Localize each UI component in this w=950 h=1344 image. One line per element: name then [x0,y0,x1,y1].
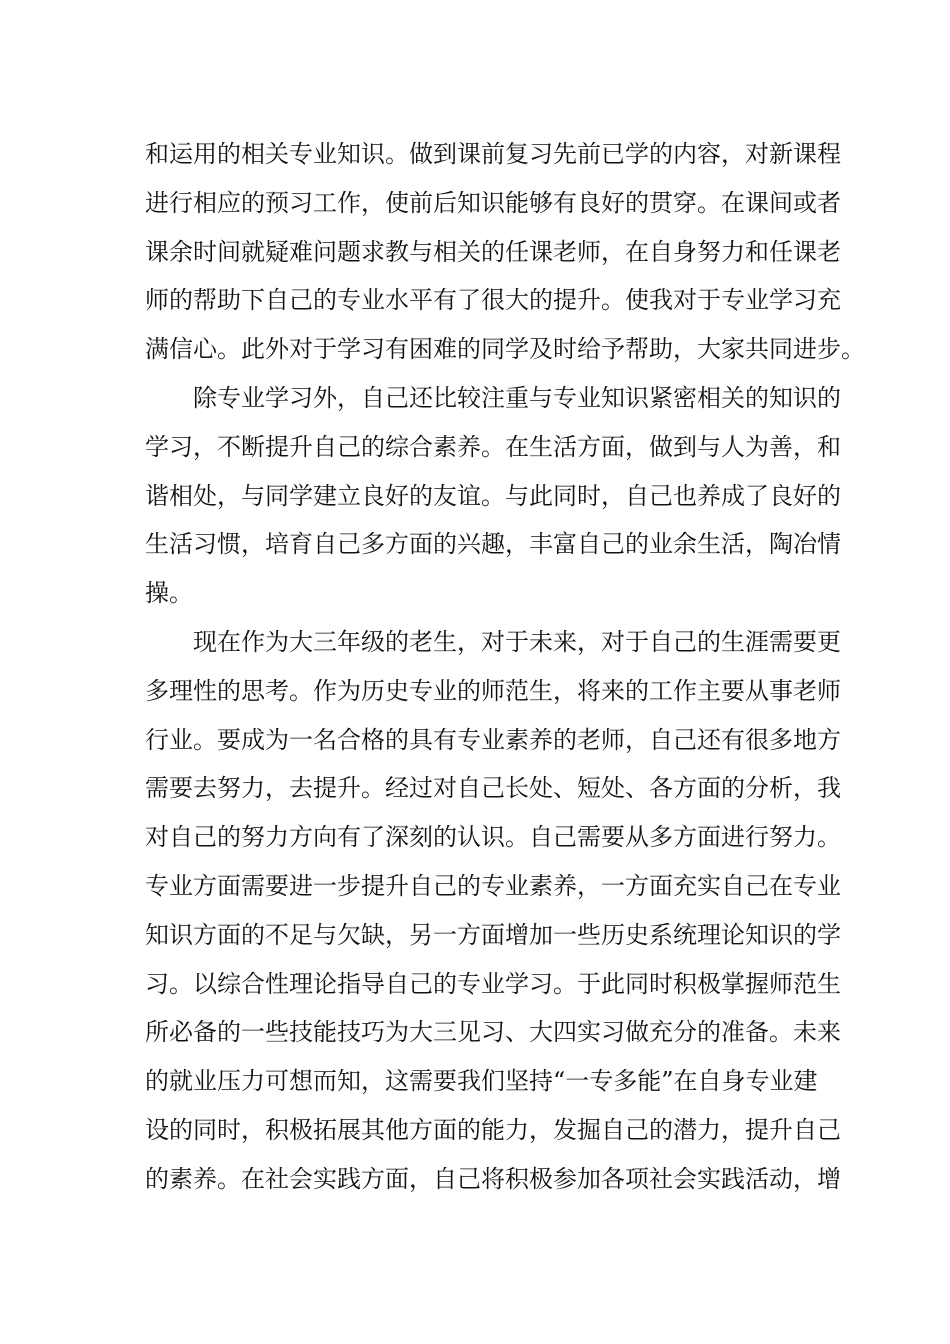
text-line: 设的同时，积极拓展其他方面的能力，发掘自己的潜力，提升自己 [145,1115,841,1144]
text-line: 的素养。在社会实践方面，自己将积极参加各项社会实践活动，增 [145,1164,841,1193]
text-line: 学习，不断提升自己的综合素养。在生活方面，做到与人为善，和 [145,432,841,461]
document-body [145,130,865,1204]
text-line: 操。 [145,579,193,608]
text-line: 课余时间就疑难问题求教与相关的任课老师，在自身努力和任课老 [145,237,841,266]
text-line: 进行相应的预习工作，使前后知识能够有良好的贯穿。在课间或者 [145,188,841,217]
text-line: 多理性的思考。作为历史专业的师范生，将来的工作主要从事老师 [145,676,841,705]
text-line: 需要去努力，去提升。经过对自己长处、短处、各方面的分析，我 [145,774,841,803]
text-line: 知识方面的不足与欠缺，另一方面增加一些历史系统理论知识的学 [145,920,841,949]
text-line: 满信心。此外对于学习有困难的同学及时给予帮助，大家共同进步。 [145,335,865,364]
text-line: 现在作为大三年级的老生，对于未来，对于自己的生涯需要更 [193,627,841,656]
text-line: 所必备的一些技能技巧为大三见习、大四实习做充分的准备。未来 [145,1018,841,1047]
text-line: 和运用的相关专业知识。做到课前复习先前已学的内容，对新课程 [145,140,841,168]
text-line: 除专业学习外，自己还比较注重与专业知识紧密相关的知识的 [193,383,841,412]
text-line: 行业。要成为一名合格的具有专业素养的老师，自己还有很多地方 [145,725,841,754]
text-line: 对自己的努力方向有了深刻的认识。自己需要从多方面进行努力。 [145,823,841,852]
text-line: 谐相处，与同学建立良好的友谊。与此同时，自己也养成了良好的 [145,481,841,510]
text-line: 习。以综合性理论指导自己的专业学习。于此同时积极掌握师范生 [145,969,841,998]
text-line: 的就业压力可想而知，这需要我们坚持“一专多能”在自身专业建 [145,1067,818,1096]
text-line: 专业方面需要进一步提升自己的专业素养，一方面充实自己在专业 [145,871,841,900]
text-line: 生活习惯，培育自己多方面的兴趣，丰富自己的业余生活，陶冶情 [145,530,841,559]
text-line: 师的帮助下自己的专业水平有了很大的提升。使我对于专业学习充 [145,286,841,315]
